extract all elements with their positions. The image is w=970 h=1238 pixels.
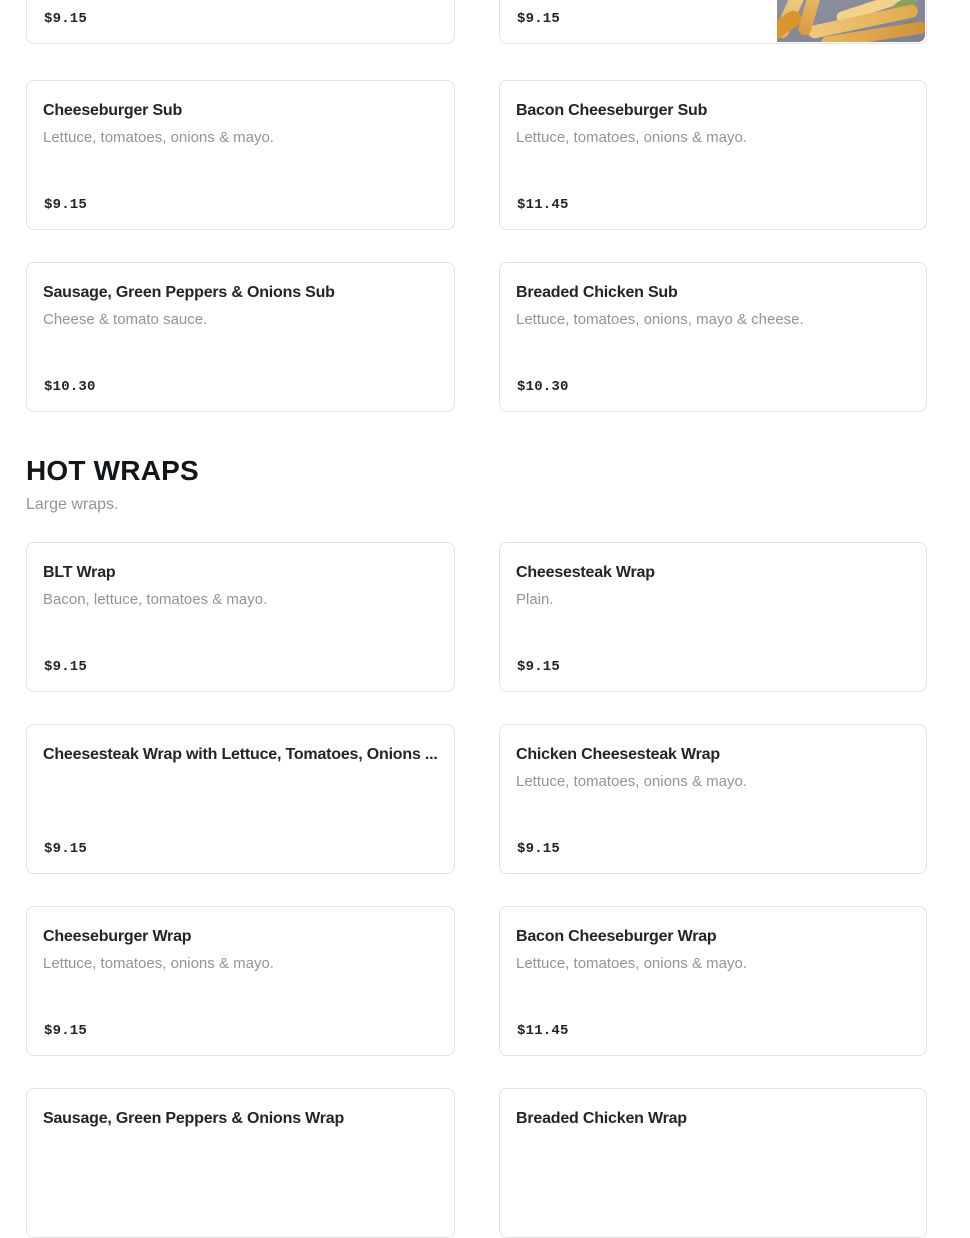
item-price: $9.15 <box>517 11 561 27</box>
section-header <box>26 454 927 516</box>
item-price: $10.30 <box>517 379 569 395</box>
item-description: Lettuce, tomatoes, onions & mayo. <box>516 955 747 972</box>
section-subheading: Large wraps. <box>26 496 119 513</box>
menu-item-card[interactable] <box>26 0 455 44</box>
item-price: $9.15 <box>517 841 561 857</box>
menu-item-card[interactable] <box>26 906 455 1056</box>
item-title: Breaded Chicken Sub <box>516 284 678 301</box>
menu-item-card[interactable] <box>26 542 455 692</box>
menu-item-card[interactable] <box>499 1088 927 1238</box>
item-title: Breaded Chicken Wrap <box>516 1110 687 1127</box>
item-title: Sausage, Green Peppers & Onions Sub <box>43 284 335 301</box>
item-title: Chicken Cheesesteak Wrap <box>516 746 720 763</box>
menu-item-card[interactable] <box>26 1088 455 1238</box>
item-description: Lettuce, tomatoes, onions & mayo. <box>516 129 747 146</box>
item-title: BLT Wrap <box>43 564 116 581</box>
item-price: $9.15 <box>44 659 88 675</box>
item-title: Cheeseburger Sub <box>43 102 183 119</box>
item-price: $10.30 <box>44 379 96 395</box>
item-price: $9.15 <box>44 841 88 857</box>
menu-item-card[interactable] <box>26 80 455 230</box>
item-price: $11.45 <box>517 197 569 213</box>
menu-item-card[interactable] <box>499 262 927 412</box>
menu-item-card[interactable] <box>499 906 927 1056</box>
item-title: Cheesesteak Wrap <box>516 564 655 581</box>
menu-item-card[interactable] <box>499 80 927 230</box>
item-description: Bacon, lettuce, tomatoes & mayo. <box>43 591 268 608</box>
wraps-grid <box>26 542 927 1238</box>
item-price: $9.15 <box>44 197 88 213</box>
item-description: Lettuce, tomatoes, onions, mayo & cheese. <box>516 311 804 328</box>
menu-row-partial-top <box>26 0 927 44</box>
menu-item-card[interactable] <box>26 724 455 874</box>
subs-grid <box>26 80 927 412</box>
item-price: $9.15 <box>44 1023 88 1039</box>
item-description: Cheese & tomato sauce. <box>43 311 208 328</box>
fries-photo <box>777 0 925 42</box>
item-title: Bacon Cheeseburger Sub <box>516 102 708 119</box>
menu-item-card[interactable] <box>499 542 927 692</box>
item-description: Lettuce, tomatoes, onions & mayo. <box>43 955 274 972</box>
menu-item-card[interactable] <box>26 262 455 412</box>
item-description: Lettuce, tomatoes, onions & mayo. <box>43 129 274 146</box>
item-title: Bacon Cheeseburger Wrap <box>516 928 717 945</box>
item-description: Plain. <box>516 591 554 608</box>
menu-item-card[interactable] <box>499 724 927 874</box>
item-title: Cheesesteak Wrap with Lettuce, Tomatoes, Onions ... <box>43 746 438 763</box>
section-heading: HOT WRAPS <box>26 455 199 486</box>
item-price: $11.45 <box>517 1023 569 1039</box>
menu-item-card[interactable] <box>499 0 927 44</box>
item-price: $9.15 <box>44 11 88 27</box>
item-title: Cheeseburger Wrap <box>43 928 192 945</box>
item-description: Lettuce, tomatoes, onions & mayo. <box>516 773 747 790</box>
item-price: $9.15 <box>517 659 561 675</box>
item-title: Sausage, Green Peppers & Onions Wrap <box>43 1110 345 1127</box>
